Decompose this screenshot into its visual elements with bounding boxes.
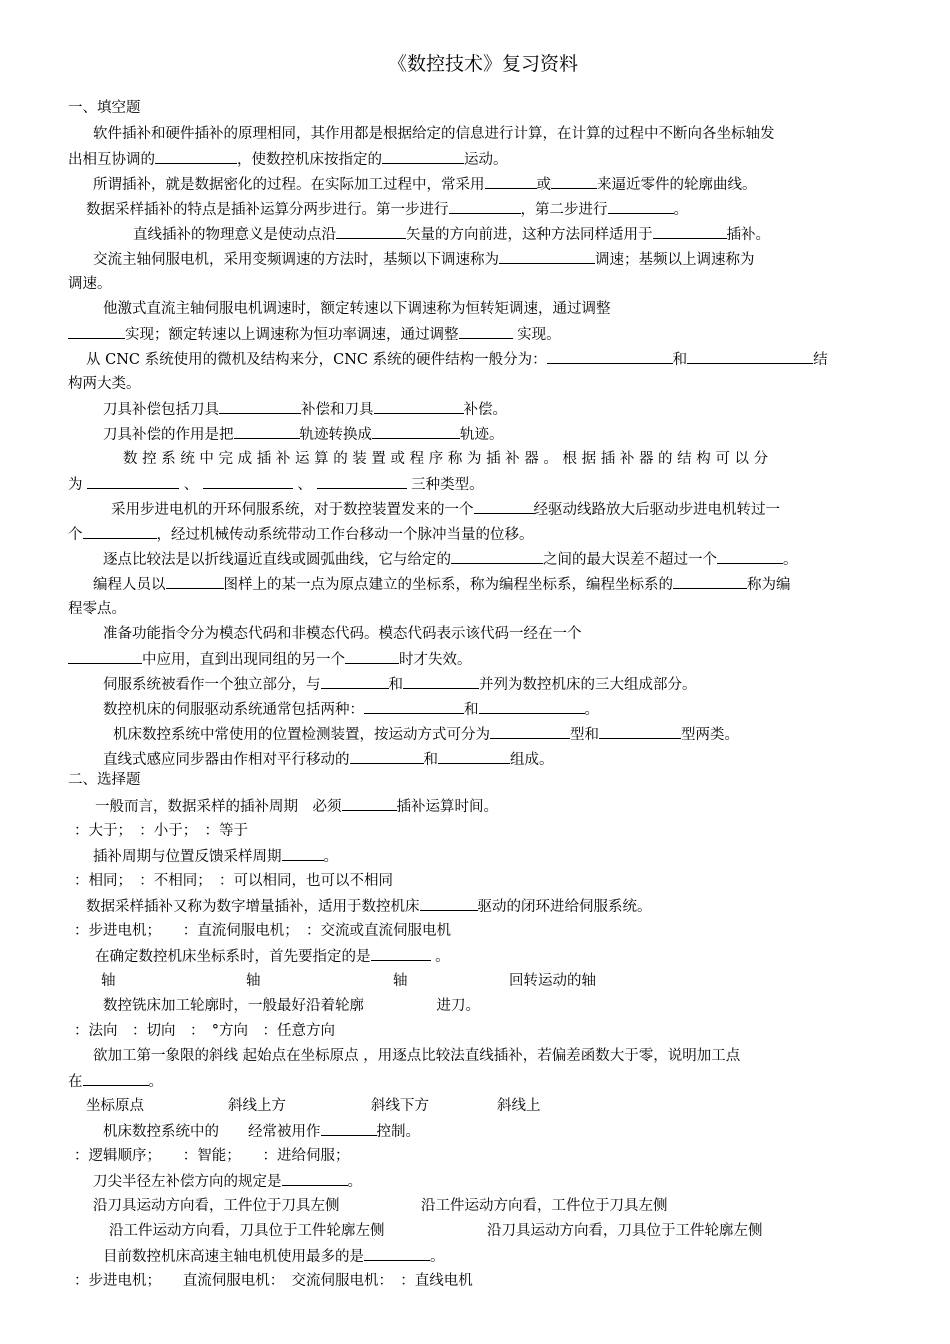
text-line [68, 324, 561, 345]
answer-blank [321, 1121, 377, 1136]
text-segment: 实现；额定转速以上调速称为恒功率调速，通过调整 [125, 327, 459, 343]
text-line: 数控铣床加工轮廓时，一般最好沿着轮廓 进刀。 [103, 998, 480, 1014]
section-heading-choice: 二、选择题 [68, 772, 141, 788]
text-line [103, 424, 504, 445]
answer-blank [364, 699, 464, 714]
answer-blank [438, 749, 510, 764]
text-segment: 。 [430, 949, 450, 965]
text-segment: 控制。 [376, 1124, 420, 1140]
text-line [93, 846, 338, 867]
text-line: 调速。 [68, 276, 112, 292]
text-line: ：步进电机； ：直流伺服电机； ：交流或直流伺服电机 [74, 923, 451, 939]
text-segment: 或 [536, 177, 551, 193]
text-segment: 经驱动线路放大后驱动步进电机转过一 [533, 502, 780, 518]
answer-blank [166, 574, 224, 589]
option-text: 轴 [101, 973, 116, 989]
answer-blank [599, 724, 681, 739]
answer-blank [68, 324, 125, 339]
text-segment: 调速；基频以上调速称为 [595, 252, 755, 268]
answer-blank [282, 846, 324, 861]
text-line [111, 499, 780, 520]
text-segment: 伺服系统被看作一个独立部分，与 [103, 677, 321, 693]
answer-blank [282, 1171, 348, 1186]
text-segment: 数据采样插补的特点是插补运算分两步进行。第一步进行 [86, 202, 449, 218]
text-segment: 中应用，直到出现同组的另一个 [142, 652, 345, 668]
answer-blank [342, 796, 397, 811]
answer-blank [371, 946, 431, 961]
answer-blank [364, 1246, 430, 1261]
option-text: 轴 [246, 973, 261, 989]
answer-blank [350, 749, 424, 764]
text-line [113, 724, 739, 745]
text-line [95, 946, 450, 967]
answer-blank [551, 174, 597, 189]
option-text: 沿工件运动方向看，刀具位于工件轮廓左侧 [109, 1223, 385, 1239]
answer-blank [403, 674, 479, 689]
text-segment: 。 [783, 552, 798, 568]
text-segment: 出相互协调的 [68, 152, 155, 168]
text-line: ：步进电机； 直流伺服电机： 交流伺服电机： ：直线电机 [74, 1273, 473, 1289]
text-segment: 型和 [570, 727, 599, 743]
option-text: 轴 [393, 973, 408, 989]
text-segment: 插补运算时间。 [396, 799, 498, 815]
text-line [103, 399, 507, 420]
text-segment: 插补。 [726, 227, 770, 243]
text-line [103, 699, 599, 720]
text-segment: 机床数控系统中的 经常被用作 [103, 1124, 321, 1140]
text-segment: 之间的最大误差不超过一个 [543, 552, 717, 568]
option-text: 沿工件运动方向看，工件位于刀具左侧 [421, 1198, 668, 1214]
answer-blank [155, 149, 237, 164]
answer-blank [490, 724, 570, 739]
text-line [103, 674, 697, 695]
text-segment: 机床数控系统中常使用的位置检测装置，按运动方式可分为 [113, 727, 490, 743]
answer-blank [687, 349, 813, 364]
text-line [103, 1121, 420, 1142]
answer-blank [608, 199, 674, 214]
text-line [103, 1246, 445, 1267]
text-segment: 。 [347, 1174, 362, 1190]
text-segment: 所谓插补，就是数据密化的过程。在实际加工过程中，常采用 [93, 177, 485, 193]
answer-blank [83, 524, 157, 539]
answer-blank [474, 499, 534, 514]
text-segment: 运动。 [464, 152, 508, 168]
option-text: 斜线下方 [371, 1098, 429, 1114]
text-segment: 。 [673, 202, 688, 218]
answer-blank [203, 474, 293, 489]
text-segment: 。 [148, 1074, 163, 1090]
text-segment: 逐点比较法是以折线逼近直线或圆弧曲线，它与给定的 [103, 552, 451, 568]
answer-blank [479, 699, 585, 714]
text-segment: 交流主轴伺服电机，采用变频调速的方法时，基频以下调速称为 [93, 252, 499, 268]
text-segment: ，使数控机床按指定的 [237, 152, 382, 168]
answer-blank [459, 324, 513, 339]
answer-blank [499, 249, 595, 264]
text-segment: 为 [68, 477, 88, 493]
text-segment: 刀尖半径左补偿方向的规定是 [93, 1174, 282, 1190]
answer-blank [449, 199, 521, 214]
text-line: ：相同； ：不相同； ：可以相同，也可以不相同 [74, 873, 393, 889]
answer-blank [451, 549, 543, 564]
text-segment: 编程人员以 [93, 577, 166, 593]
text-segment: 刀具补偿包括刀具 [103, 402, 219, 418]
text-line [133, 224, 770, 245]
text-segment: 补偿和刀具 [301, 402, 374, 418]
text-segment: 驱动的闭环进给伺服系统。 [477, 899, 652, 915]
answer-blank [317, 474, 407, 489]
text-segment: 。 [584, 702, 599, 718]
text-segment: 采用步进电机的开环伺服系统，对于数控装置发来的一个 [111, 502, 474, 518]
text-segment: 在 [68, 1074, 83, 1090]
section-heading-fill-in: 一、填空题 [68, 100, 141, 116]
answer-blank [219, 399, 301, 414]
text-line [86, 349, 828, 370]
text-segment: 和 [423, 752, 438, 768]
answer-blank [372, 424, 460, 439]
text-segment: 、 [292, 477, 317, 493]
option-text: 沿刀具运动方向看，刀具位于工件轮廓左侧 [487, 1223, 763, 1239]
answer-blank [336, 224, 406, 239]
answer-blank [345, 649, 399, 664]
text-segment: 和 [388, 677, 403, 693]
text-segment: 时才失效。 [399, 652, 472, 668]
text-line [68, 149, 508, 170]
text-segment: 数控机床的伺服驱动系统通常包括两种： [103, 702, 364, 718]
text-line [93, 249, 755, 270]
option-text: 斜线上方 [228, 1098, 286, 1114]
text-segment: 并列为数控机床的三大组成部分。 [479, 677, 697, 693]
text-segment: 直线插补的物理意义是使动点沿 [133, 227, 336, 243]
text-segment: 三种类型。 [406, 477, 484, 493]
text-segment: 在确定数控机床坐标系时，首先要指定的是 [95, 949, 371, 965]
text-segment: 矢量的方向前进，这种方法同样适用于 [406, 227, 653, 243]
text-line: 他激式直流主轴伺服电机调速时，额定转速以下调速称为恒转矩调速，通过调整 [103, 301, 611, 317]
answer-blank [485, 174, 537, 189]
text-line: 准备功能指令分为模态代码和非模态代码。模态代码表示该代码一经在一个 [103, 626, 582, 642]
text-line [103, 549, 798, 570]
text-segment: 目前数控机床高速主轴电机使用最多的是 [103, 1249, 364, 1265]
answer-blank [420, 896, 478, 911]
text-segment: 、 [179, 477, 203, 493]
text-segment: 和 [672, 352, 688, 368]
text-line: 欲加工第一象限的斜线 起始点在坐标原点 ，用逐点比较法直线插补，若偏差函数大于零，说明加工点 [93, 1048, 741, 1064]
text-line [68, 474, 484, 495]
text-segment: 个 [68, 527, 83, 543]
text-line [68, 524, 534, 545]
text-line [93, 174, 757, 195]
option-text: 斜线上 [497, 1098, 541, 1114]
text-segment: 补偿。 [463, 402, 507, 418]
text-segment: 。 [430, 1249, 445, 1265]
text-segment: 刀具补偿的作用是把 [103, 427, 234, 443]
text-segment: 实现。 [512, 327, 561, 343]
text-segment: 称为编 [747, 577, 791, 593]
text-line: ：法向 ：切向 ： °方向 ：任意方向 [74, 1023, 335, 1039]
text-segment: 结 [813, 352, 828, 368]
text-segment: 图样上的某一点为原点建立的坐标系，称为编程坐标系，编程坐标系的 [223, 577, 673, 593]
answer-blank [321, 674, 389, 689]
text-line [95, 796, 498, 817]
option-text: 坐标原点 [86, 1098, 144, 1114]
text-line [103, 749, 554, 770]
answer-blank [234, 424, 300, 439]
page-title: 《数控技术》复习资料 [388, 53, 579, 75]
text-line: 程零点。 [68, 601, 126, 617]
option-text: 回转运动的轴 [509, 973, 596, 989]
text-segment: 插补周期与位置反馈采样周期 [93, 849, 282, 865]
answer-blank [717, 549, 783, 564]
text-line: 软件插补和硬件插补的原理相同，其作用都是根据给定的信息进行计算，在计算的过程中不断向各坐标轴发 [93, 126, 775, 142]
answer-blank [87, 474, 179, 489]
text-line: 构两大类。 [68, 376, 141, 392]
text-line: 数 控 系 统 中 完 成 插 补 运 算 的 装 置 或 程 序 称 为 插 补 器 。 根 据 插 补 器 的 结 构 可 以 分 [123, 451, 769, 467]
answer-blank [653, 224, 727, 239]
option-text: 沿刀具运动方向看，工件位于刀具左侧 [93, 1198, 340, 1214]
text-segment: 从 CNC 系统使用的微机及结构来分，CNC 系统的硬件结构一般分为： [86, 352, 547, 368]
text-line [93, 1171, 362, 1192]
answer-blank [382, 149, 464, 164]
text-segment: 和 [464, 702, 479, 718]
answer-blank [83, 1071, 149, 1086]
answer-blank [68, 649, 142, 664]
text-segment: 组成。 [510, 752, 554, 768]
text-line: ：逻辑顺序； ：智能； ：进给伺服； [74, 1148, 350, 1164]
text-segment: 数据采样插补又称为数字增量插补，适用于数控机床 [86, 899, 420, 915]
answer-blank [374, 399, 464, 414]
text-segment: 轨迹转换成 [299, 427, 372, 443]
text-line [93, 574, 791, 595]
text-line: ：大于； ：小于； ：等于 [74, 823, 248, 839]
text-segment: 轨迹。 [460, 427, 504, 443]
text-segment: ，经过机械传动系统带动工作台移动一个脉冲当量的位移。 [156, 527, 534, 543]
text-line [86, 199, 688, 220]
text-line [68, 649, 472, 670]
text-line [86, 896, 652, 917]
text-segment: 直线式感应同步器由作相对平行移动的 [103, 752, 350, 768]
answer-blank [673, 574, 747, 589]
text-segment: ，第二步进行 [520, 202, 608, 218]
text-line [68, 1071, 163, 1092]
answer-blank [547, 349, 673, 364]
text-segment: 型两类。 [681, 727, 739, 743]
text-segment: 一般而言，数据采样的插补周期 必须 [95, 799, 342, 815]
text-segment: 。 [323, 849, 338, 865]
text-segment: 来逼近零件的轮廓曲线。 [597, 177, 757, 193]
